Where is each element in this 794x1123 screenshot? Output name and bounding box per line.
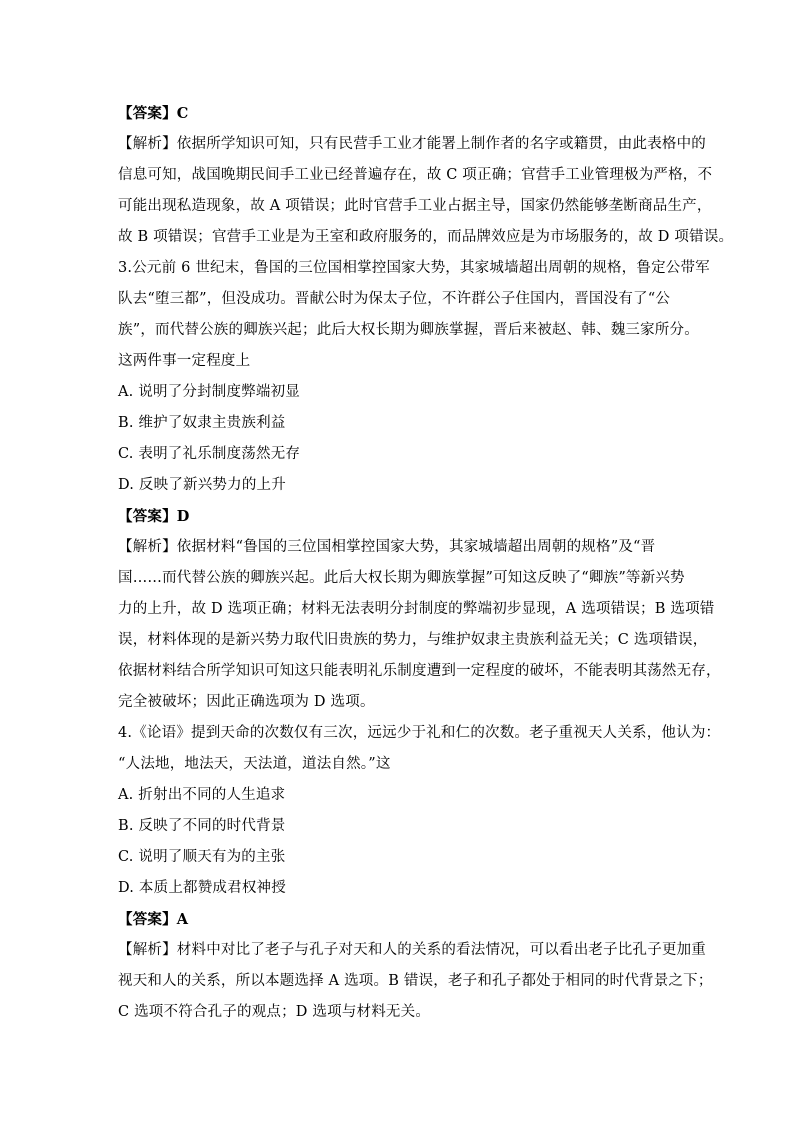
question-3-stem-2: 队去“堕三都”，但没成功。晋献公时为保太子位，不许群公子住国内，晋国没有了“公 (118, 291, 671, 307)
question-3-option-b: B. 维护了奴隶主贵族利益 (118, 415, 286, 431)
answer-line-q2: 【答案】C (118, 105, 189, 122)
analysis-line-q2-3: 可能出现私造现象，故 A 项错误；此时官营手工业占据主导，国家仍然能够垄断商品生产， (118, 198, 712, 214)
analysis-line-q4-2: 视天和人的关系，所以本题选择 A 选项。B 错误，老子和孔子都处于相同的时代背景之下； (118, 973, 713, 989)
analysis-line-q2-2: 信息可知，战国晚期民间手工业已经普遍存在，故 C 项正确；官营手工业管理极为严格，不 (118, 167, 713, 183)
question-4-option-d: D. 本质上都赞成君权神授 (118, 880, 286, 896)
analysis-line-q2-1: 【解析】依据所学知识可知，只有民营手工业才能署上制作者的名字或籍贯，由此表格中的 (118, 136, 706, 152)
analysis-line-q3-1: 【解析】依据材料“鲁国的三位国相掌控国家大势，其家城墙超出周朝的规格”及“晋 (118, 539, 656, 555)
analysis-line-q4-1: 【解析】材料中对比了老子与孔子对天和人的关系的看法情况，可以看出老子比孔子更加重 (118, 942, 706, 958)
analysis-line-q3-2: 国……而代替公族的卿族兴起。此后大权长期为卿族掌握”可知这反映了“卿族”等新兴势 (118, 570, 685, 586)
question-3-stem-1: 3.公元前 6 世纪末，鲁国的三位国相掌控国家大势，其家城墙超出周朝的规格，鲁定公带军 (118, 260, 710, 276)
question-4-stem-2: “人法地，地法天，天法道，道法自然。”这 (118, 756, 391, 772)
question-3-option-a: A. 说明了分封制度弊端初显 (118, 384, 300, 400)
question-3-stem-3: 族”，而代替公族的卿族兴起；此后大权长期为卿族掌握，晋后来被赵、韩、魏三家所分。 (118, 322, 699, 338)
question-3-option-c: C. 表明了礼乐制度荡然无存 (118, 446, 301, 462)
answer-line-q3: 【答案】D (118, 508, 190, 525)
analysis-line-q2-4: 故 B 项错误；官营手工业是为王室和政府服务的，而品牌效应是为市场服务的，故 D 项错误。 (118, 229, 734, 245)
question-3-stem-4: 这两件事一定程度上 (118, 353, 251, 369)
question-4-option-a: A. 折射出不同的人生追求 (118, 787, 286, 803)
question-4-stem-1: 4.《论语》提到天命的次数仅有三次，远远少于礼和仁的次数。老子重视天人关系，他认为： (118, 725, 721, 741)
analysis-line-q3-5: 依据材料结合所学知识可知这只能表明礼乐制度遭到一定程度的破坏，不能表明其荡然无存， (118, 663, 721, 679)
question-4-option-c: C. 说明了顺天有为的主张 (118, 849, 286, 865)
analysis-line-q3-4: 误，材料体现的是新兴势力取代旧贵族的势力，与维护奴隶主贵族利益无关；C 选项错误， (118, 632, 708, 648)
answer-line-q4: 【答案】A (118, 911, 189, 928)
analysis-line-q4-3: C 选项不符合孔子的观点；D 选项与材料无关。 (118, 1004, 431, 1020)
analysis-line-q3-6: 完全被破坏；因此正确选项为 D 选项。 (118, 694, 375, 710)
question-4-option-b: B. 反映了不同的时代背景 (118, 818, 286, 834)
analysis-line-q3-3: 力的上升，故 D 选项正确；材料无法表明分封制度的弊端初步显现，A 选项错误；B 选项错 (118, 601, 715, 617)
document-body (118, 98, 734, 1028)
question-3-option-d: D. 反映了新兴势力的上升 (118, 477, 286, 493)
